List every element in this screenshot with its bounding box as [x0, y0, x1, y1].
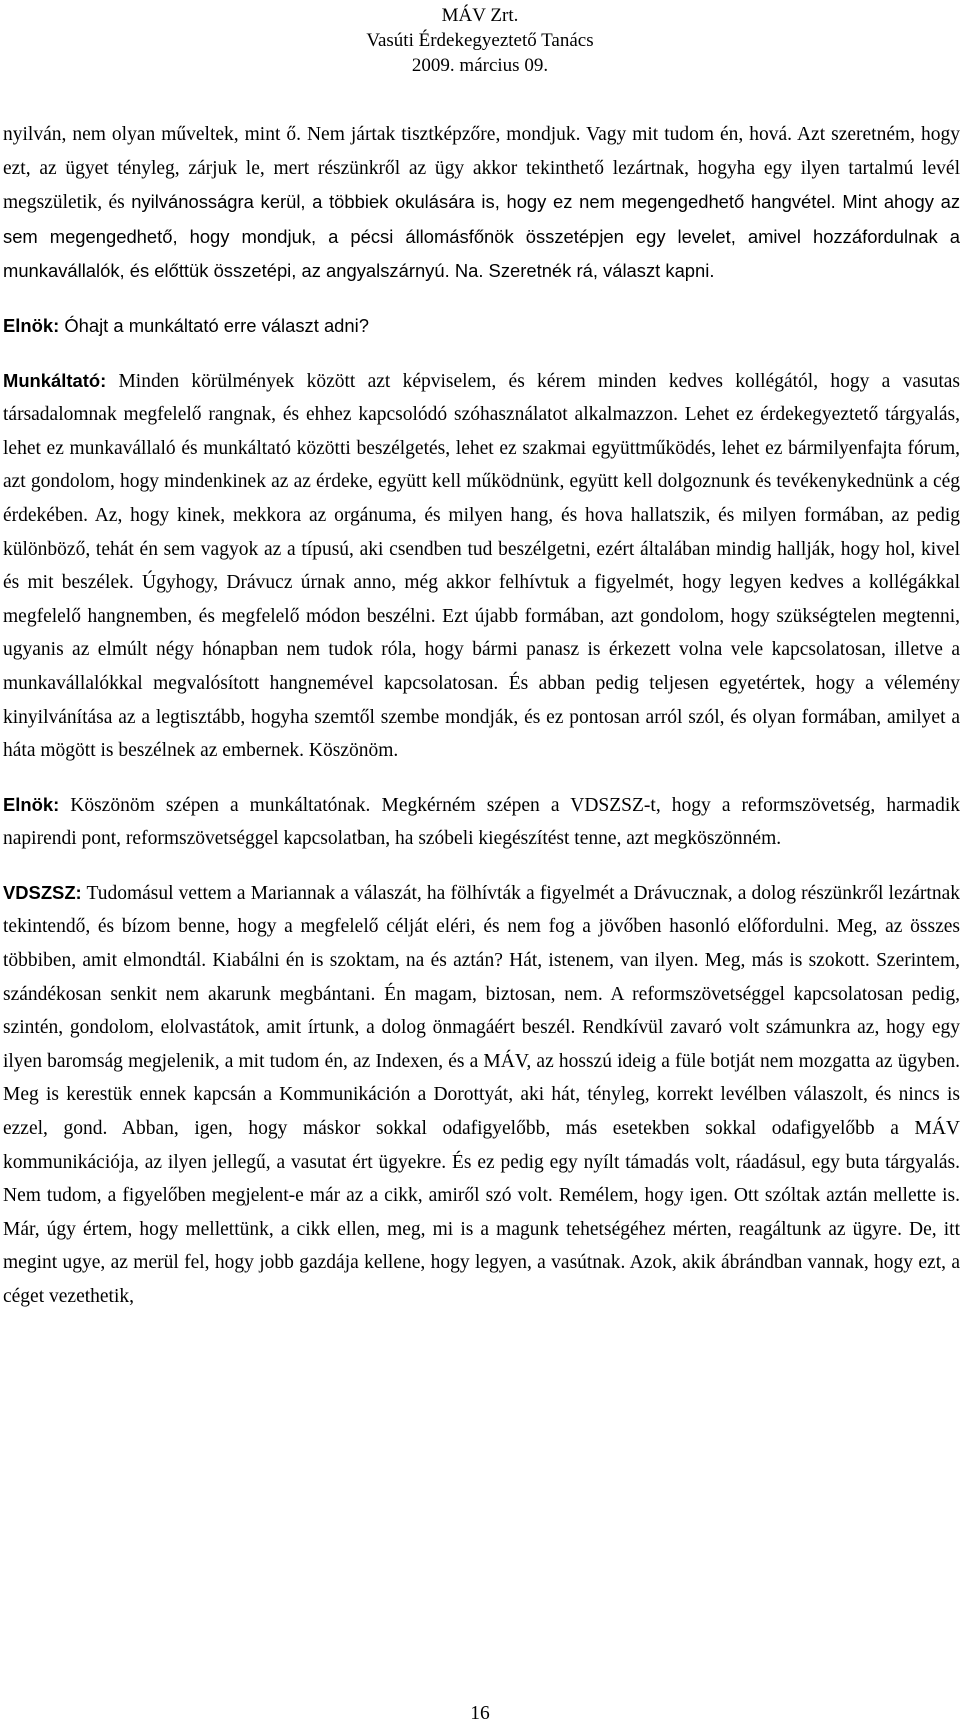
paragraph-text-sans: Óhajt a munkáltató erre választ adni? [59, 314, 369, 336]
speaker-label: Elnök: [3, 314, 60, 336]
transcript-body [3, 118, 960, 1314]
paragraph-chair-thanks [3, 788, 960, 856]
speaker-label: Elnök: [3, 793, 60, 815]
document-header [0, 3, 960, 78]
paragraph-chair-question [3, 309, 960, 344]
header-org: MÁV Zrt. [441, 5, 519, 26]
paragraph-vdszsz-statement [3, 876, 960, 1314]
header-council: Vasúti Érdekegyeztető Tanács [366, 30, 594, 51]
paragraph-text-sans: nyilvánosságra kerül, a többiek okulására is, hogy ez nem megengedhető hangvétel. Mint ahogy az sem megengedhető, hogy mondjuk, a pécsi állomásfőnök összetépjen egy levelet, amivel hozzáfordulnak a munkavállalók, és előttük összetépi, az angyalszárnyú. Na. Szeretnék rá, választ kapni. [3, 191, 960, 282]
paragraph-continuation [3, 118, 960, 289]
speaker-label: Munkáltató: [3, 369, 107, 391]
paragraph-employer-response [3, 364, 960, 768]
paragraph-text: Minden körülmények között azt képviselem, és kérem minden kedves kollégától, hogy a vasutas társadalomnak megfelelő rangnak, és ehhez kapcsolódó szóhasználatot alkalmazzon. Lehet ez érdekegyeztető tárgyalás, lehet ez munkavállaló és munkáltató közötti beszélgetés, lehet ez szakmai együttműködés, lehet ez bármilyenfajta fórum, azt gondolom, hogy mindenkinek az az érdeke, együtt kell működnünk, együtt kell dolgoznunk és tevékenykednünk a cég érdekében. Az, hogy kinek, mekkora az orgánuma, és milyen hang, és hova hallatszik, és milyen formában, az pedig különböző, tehát én sem vagyok az a típusú, aki csendben tud beszélgetni, ezért általában mindig hallják, hogy hol, kivel és mit beszélek. Úgyhogy, Drávucz úrnak anno, még akkor felhívtuk a figyelmét, hogy legyen kedves a kollégákkal megfelelő hangnemben, és megfelelő módon beszélni. Ezt újabb formában, azt gondolom, hogy szükségtelen megtenni, ugyanis az elmúlt négy hónapban nem tudok róla, hogy bármi panasz is érkezett volna vele kapcsolatosan, illetve a munkavállalókkal megvalósított hangnemével kapcsolatosan. És abban pedig teljesen egyetértek, hogy a vélemény kinyilvánítása az a legtisztább, hogyha szemtől szembe mondják, és ez pontosan arról szól, és olyan formában, amilyet a háta mögött is beszélnek az embernek. Köszönöm. [3, 370, 960, 762]
header-date: 2009. március 09. [411, 55, 549, 76]
paragraph-text: nyilván, nem olyan műveltek, mint ő. Nem jártak tisztképzőre, mondjuk. Vagy mit tudom én, hová. Azt szeretném, hogy ezt, az ügyet tényleg, zárjuk le, mert részünkről az ügy akkor tekinthető lezártnak, hogyha egy ilyen tartalmú levél megszületik, és [3, 124, 960, 214]
speaker-label: VDSZSZ: [3, 881, 82, 903]
paragraph-text: Tudomásul vettem a Mariannak a válaszát, ha fölhívták a figyelmét a Drávucznak, a dolog részünkről lezártnak tekintendő, és bízom benne, hogy a megfelelő célját eléri, és nem fog a jövőben hasonló előfordulni. Meg, az összes többiben, amit elmondtál. Kiabálni én is szoktam, na és aztán? Hát, istenem, van ilyen. Meg, más is szokott. Szerintem, szándékosan senkit nem akarunk megbántani. Én magam, biztosan, nem. A reformszövetséggel kapcsolatosan pedig, szintén, gondolom, elolvastátok, amit írtunk, a dolog önmagáért beszél. Rendkívül zavaró volt számunkra az, hogy egy ilyen baromság megjelenik, a mit tudom én, az Indexen, és a MÁV, az hosszú ideig a füle botját nem mozgatta az ügyben. Meg is kerestük ennek kapcsán a Kommunikáción a Dorottyát, aki hát, tényleg, korrekt levélben válaszolt, és nincs is ezzel, gond. Abban, igen, hogy máskor sokkal odafigyelőbb, más esetekben sokkal odafigyelőbb a MÁV kommunikációja, az ilyen jellegű, a vasutat ért ügyekre. És ez pedig egy nyílt támadás volt, ráadásul, egy buta tárgyalás. Nem tudom, a figyelőben megjelent-e már az a cikk, amiről szó volt. Remélem, hogy igen. Ott szóltak aztán mellette is. Már, úgy értem, hogy mellettünk, a cikk ellen, meg, mi is a magunk tehetségéhez mérten, reagáltunk az ügyre. De, itt megint ugye, az merül fel, hogy jobb gazdája kellene, hogy legyen, a vasútnak. Azok, akik ábrándban vannak, hogy ezt, a céget vezethetik, [3, 882, 960, 1307]
page-number: 16 [470, 1703, 490, 1724]
paragraph-text: Köszönöm szépen a munkáltatónak. Megkérném szépen a VDSZSZ-t, hogy a reformszövetség, harmadik napirendi pont, reformszövetséggel kapcsolatban, ha szóbeli kiegészítést tenne, azt megköszönném. [3, 794, 960, 850]
